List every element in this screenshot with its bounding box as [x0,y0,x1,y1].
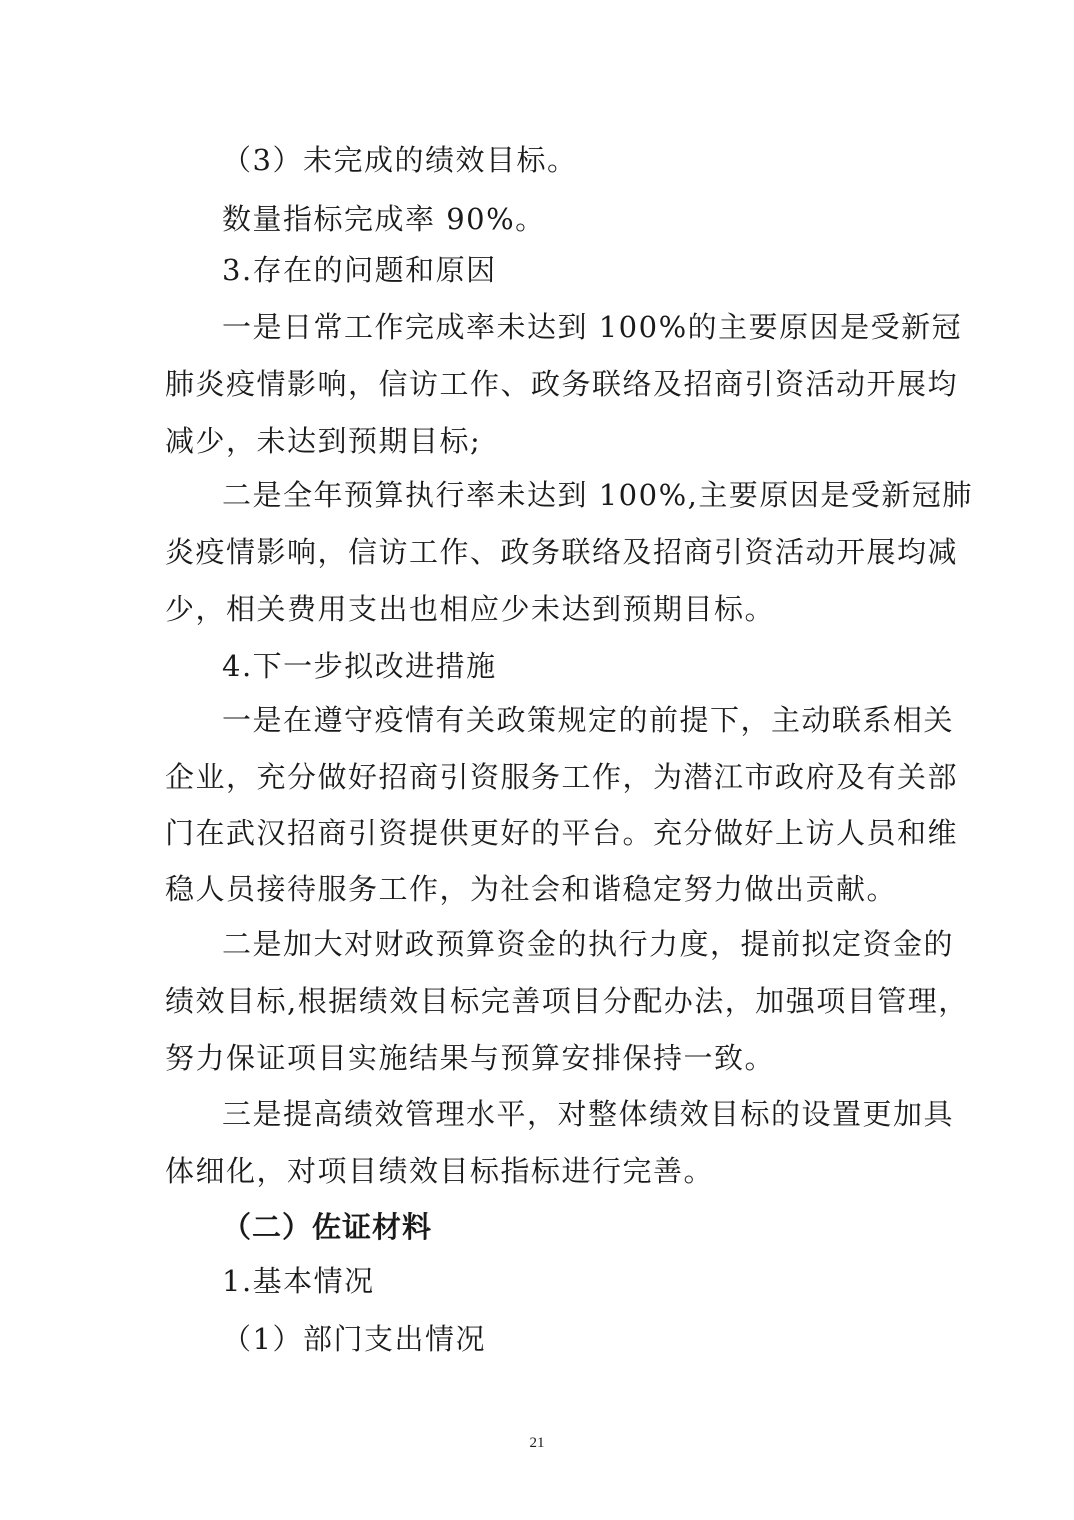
paragraph-line: 绩效目标,根据绩效目标完善项目分配办法，加强项目管理， [165,984,969,1018]
paragraph-line: 稳人员接待服务工作，为社会和谐稳定努力做出贡献。 [165,872,898,906]
paragraph-line: 少，相关费用支出也相应少未达到预期目标。 [165,592,776,626]
page-number: 21 [529,1435,545,1451]
paragraph-line: 数量指标完成率 90%。 [222,202,546,236]
paragraph-line: 炎疫情影响，信访工作、政务联络及招商引资活动开展均减 [165,535,959,569]
paragraph-line: 一是在遵守疫情有关政策规定的前提下，主动联系相关 [222,703,955,737]
paragraph-line: 企业，充分做好招商引资服务工作，为潜江市政府及有关部 [165,760,959,794]
section-heading: 3.存在的问题和原因 [222,253,497,287]
paragraph-line: 努力保证项目实施结果与预算安排保持一致。 [165,1041,776,1075]
paragraph-line: 三是提高绩效管理水平，对整体绩效目标的设置更加具 [222,1097,955,1131]
paragraph-line: 二是加大对财政预算资金的执行力度，提前拟定资金的 [222,927,955,961]
paragraph-line: 门在武汉招商引资提供更好的平台。充分做好上访人员和维 [165,816,959,850]
paragraph-line: 二是全年预算执行率未达到 100%,主要原因是受新冠肺 [222,478,973,512]
paragraph-line: 减少，未达到预期目标; [165,424,482,458]
paragraph-line: 一是日常工作完成率未达到 100%的主要原因是受新冠 [222,310,963,344]
section-heading-bold: （二）佐证材料 [222,1210,433,1244]
paragraph-line: 肺炎疫情影响，信访工作、政务联络及招商引资活动开展均 [165,367,959,401]
paragraph-line: （3）未完成的绩效目标。 [222,143,578,177]
subsection-heading: （1）部门支出情况 [222,1322,486,1356]
paragraph-line: 体细化，对项目绩效目标指标进行完善。 [165,1154,715,1188]
section-heading: 4.下一步拟改进措施 [222,649,497,683]
section-heading: 1.基本情况 [222,1264,375,1298]
